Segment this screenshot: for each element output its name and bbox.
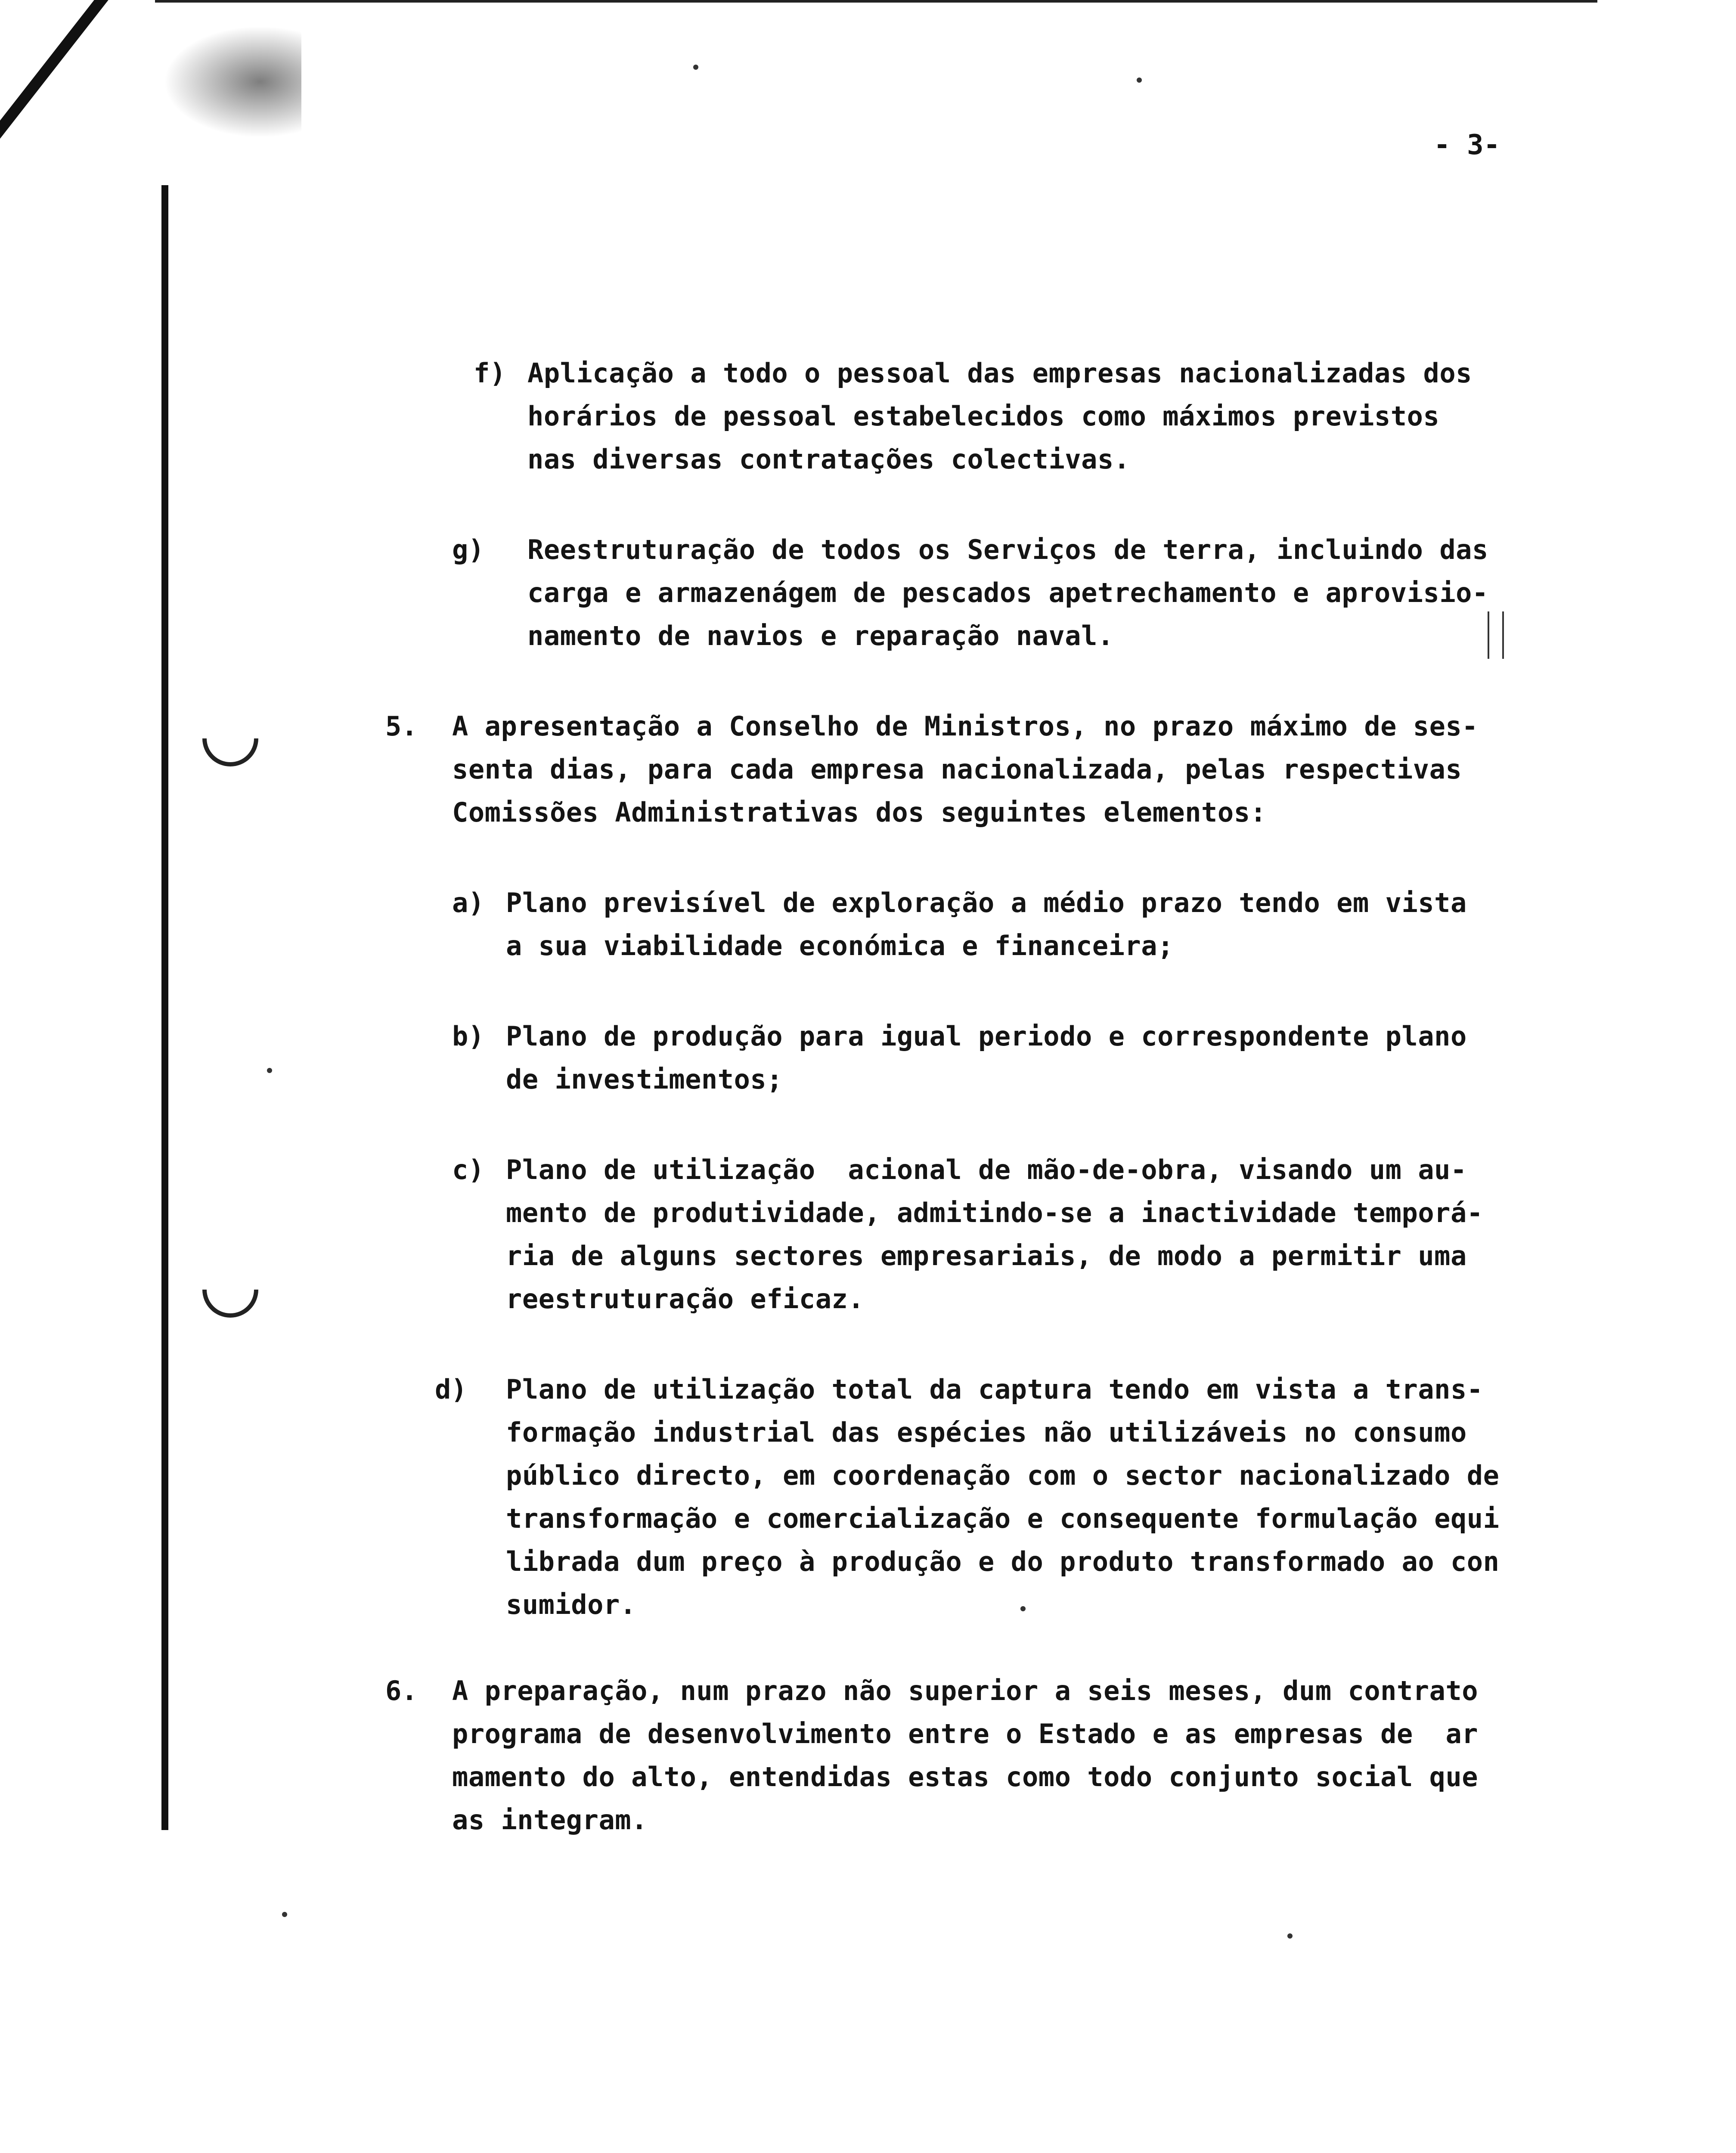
scan-left-border bbox=[161, 185, 168, 1830]
item-6-line: as integram. bbox=[452, 1804, 648, 1836]
item-b-line: Plano de produção para igual periodo e correspondente plano bbox=[506, 1021, 1467, 1052]
item-c-line: ria de alguns sectores empresariais, de modo a permitir uma bbox=[506, 1240, 1467, 1272]
item-b-marker: b) bbox=[452, 1021, 484, 1052]
item-c-marker: c) bbox=[452, 1154, 484, 1185]
item-a-marker: a) bbox=[452, 887, 484, 918]
item-f-line: Aplicação a todo o pessoal das empresas nacionalizadas dos bbox=[527, 357, 1472, 389]
scan-speck bbox=[1137, 78, 1142, 83]
scan-corner-fold bbox=[0, 0, 116, 166]
scan-speck bbox=[282, 1912, 287, 1917]
item-d-line: formação industrial das espécies não utilizáveis no consumo bbox=[506, 1417, 1467, 1448]
item-d-line: Plano de utilização total da captura tendo em vista a trans- bbox=[506, 1374, 1483, 1405]
margin-mark bbox=[1488, 611, 1504, 659]
item-d-line: transformação e comercialização e consequente formulação equi bbox=[506, 1503, 1500, 1534]
item-d-line: librada dum preço à produção e do produto transformado ao con bbox=[506, 1546, 1500, 1577]
item-6-line: mamento do alto, entendidas estas como todo conjunto social que bbox=[452, 1761, 1479, 1793]
item-6-line: programa de desenvolvimento entre o Estado e as empresas de ar bbox=[452, 1718, 1479, 1750]
scan-speck bbox=[1020, 1606, 1026, 1611]
scan-speck bbox=[693, 65, 698, 70]
item-g-line: namento de navios e reparação naval. bbox=[527, 620, 1114, 651]
item-d-line: público directo, em coordenação com o sector nacionalizado de bbox=[506, 1460, 1500, 1491]
item-c-line: Plano de utilização acional de mão-de-obra, visando um au- bbox=[506, 1154, 1467, 1185]
item-6-marker: 6. bbox=[385, 1675, 418, 1706]
item-f-line: nas diversas contratações colectivas. bbox=[527, 444, 1130, 475]
scan-speck bbox=[267, 1068, 272, 1073]
item-5-line: senta dias, para cada empresa nacionalizada, pelas respectivas bbox=[452, 754, 1462, 785]
scan-speck bbox=[1287, 1933, 1293, 1939]
scan-top-edge bbox=[155, 0, 1597, 3]
scan-smudge bbox=[164, 26, 301, 138]
item-g-line: Reestruturação de todos os Serviços de terra, incluindo das bbox=[527, 534, 1488, 565]
item-g-marker: g) bbox=[452, 534, 484, 565]
punch-hole-lower bbox=[191, 1250, 270, 1329]
item-5-marker: 5. bbox=[385, 710, 418, 742]
page-number: - 3- bbox=[1434, 129, 1500, 161]
item-5-line: Comissões Administrativas dos seguintes elementos: bbox=[452, 797, 1267, 828]
item-g-line: carga e armazenágem de pescados apetrechamento e aprovisio- bbox=[527, 577, 1488, 608]
item-f-marker: f) bbox=[474, 357, 506, 389]
item-f-line: horários de pessoal estabelecidos como máximos previstos bbox=[527, 400, 1440, 432]
item-6-line: A preparação, num prazo não superior a seis meses, dum contrato bbox=[452, 1675, 1479, 1706]
item-c-line: reestruturação eficaz. bbox=[506, 1283, 865, 1315]
item-a-line: a sua viabilidade económica e financeira; bbox=[506, 930, 1174, 962]
item-b-line: de investimentos; bbox=[506, 1064, 783, 1095]
item-5-line: A apresentação a Conselho de Ministros, no prazo máximo de ses- bbox=[452, 710, 1479, 742]
item-d-line: sumidor. bbox=[506, 1589, 636, 1620]
item-d-marker: d) bbox=[435, 1374, 467, 1405]
item-a-line: Plano previsível de exploração a médio prazo tendo em vista bbox=[506, 887, 1467, 918]
punch-hole-upper bbox=[191, 699, 270, 778]
item-c-line: mento de produtividade, admitindo-se a inactividade temporá- bbox=[506, 1197, 1483, 1229]
